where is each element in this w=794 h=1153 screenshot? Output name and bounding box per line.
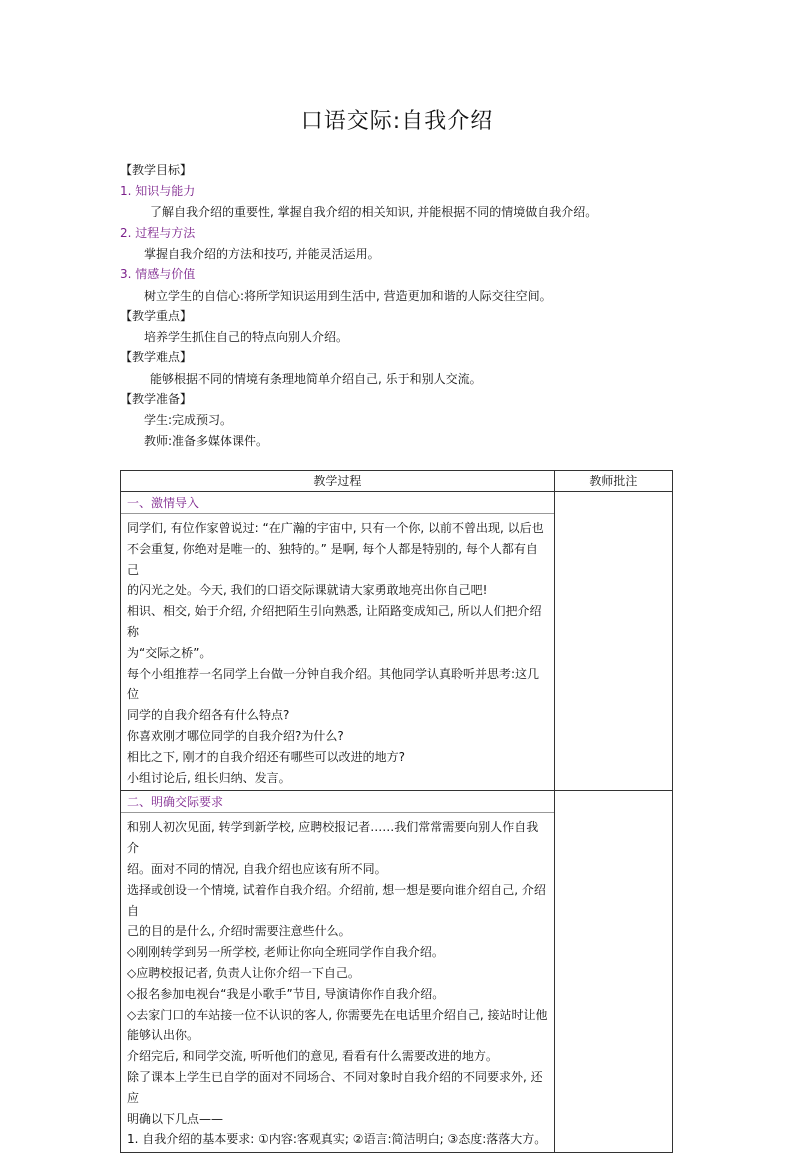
goal-2-heading: 2. 过程与方法 xyxy=(120,226,196,240)
section-2-cell xyxy=(121,791,555,1153)
section-1-line: 相比之下, 刚才的自我介绍还有哪些可以改进的地方? xyxy=(127,749,406,764)
section-2-line: 明确以下几点—— xyxy=(127,1111,224,1126)
section-1-line: 同学们, 有位作家曾说过: “在广瀚的宇宙中, 只有一个你, 以前不曾出现, 以后也 xyxy=(127,521,544,535)
goal-1-heading: 1. 知识与能力 xyxy=(120,184,196,198)
section-1-line: 同学的自我介绍各有什么特点? xyxy=(127,708,290,723)
page-title: 口语交际:自我介绍 xyxy=(300,109,494,134)
difficulty-text: 能够根据不同的情境有条理地简单介绍自己, 乐于和别人交流。 xyxy=(150,372,482,386)
prep-teacher: 教师:准备多媒体课件。 xyxy=(144,434,269,448)
section-2-line: 除了课本上学生已自学的面对不同场合、不同对象时自我介绍的不同要求外, 还应 xyxy=(127,1069,543,1105)
section-2-line: ◇应聘校报记者, 负责人让你介绍一下自己。 xyxy=(127,965,360,980)
preparation-heading: 【教学准备】 xyxy=(120,392,193,406)
section-1-line: 小组讨论后, 组长归纳、发言。 xyxy=(127,770,291,785)
section-1-line: 不会重复, 你绝对是唯一的、独特的。” 是啊, 每个人都是特别的, 每个人都有自己 xyxy=(127,541,538,577)
section-1-notes-cell xyxy=(554,492,672,791)
column-header-process: 教学过程 xyxy=(121,471,555,492)
section-2-line: 介绍完后, 和同学交流, 听听他们的意见, 看看有什么需要改进的地方。 xyxy=(127,1049,498,1064)
column-header-notes: 教师批注 xyxy=(554,471,672,492)
section-2-line: 己的目的是什么, 介绍时需要注意些什么。 xyxy=(127,924,351,939)
prep-student: 学生:完成预习。 xyxy=(144,413,233,427)
section-1-heading: 一、激情导入 xyxy=(121,493,554,514)
section-2-line: ◇去家门口的车站接一位不认识的客人, 你需要先在电话里介绍自己, 接站时让他 xyxy=(127,1007,548,1022)
section-2-heading: 二、明确交际要求 xyxy=(121,792,554,813)
section-1-line: 每个小组推荐一名同学上台做一分钟自我介绍。其他同学认真聆听并思考:这几位 xyxy=(127,666,540,702)
section-1-line: 你喜欢刚才哪位同学的自我介绍?为什么? xyxy=(127,728,344,743)
section-2-line: ◇刚刚转学到另一所学校, 老师让你向全班同学作自我介绍。 xyxy=(127,945,444,960)
goals-heading: 【教学目标】 xyxy=(120,163,193,177)
section-2-line: ◇报名参加电视台“我是小歌手”节目, 导演请你作自我介绍。 xyxy=(127,986,445,1001)
section-2-notes-cell xyxy=(554,791,672,1153)
section-2-line: 绍。面对不同的情况, 自我介绍也应该有所不同。 xyxy=(127,861,387,876)
lesson-table xyxy=(120,470,673,1153)
key-point-heading: 【教学重点】 xyxy=(120,309,193,323)
difficulty-heading: 【教学难点】 xyxy=(120,350,193,364)
section-1-line: 相识、相交, 始于介绍, 介绍把陌生引向熟悉, 让陌路变成知己, 所以人们把介绍称 xyxy=(127,604,542,639)
section-1-cell xyxy=(121,492,555,791)
section-2-line: 能够认出你。 xyxy=(127,1028,200,1043)
section-2-line: 1. 自我介绍的基本要求: ①内容:客观真实; ②语言:简洁明白; ③态度:落落大方。 xyxy=(127,1132,547,1147)
key-point-text: 培养学生抓住自己的特点向别人介绍。 xyxy=(144,330,349,344)
section-1-line: 为“交际之桥”。 xyxy=(127,645,212,660)
section-2-line: 和别人初次见面, 转学到新学校, 应聘校报记者……我们常常需要向别人作自我介 xyxy=(127,820,539,856)
goal-3-text: 树立学生的自信心:将所学知识运用到生活中, 营造更加和谐的人际交往空间。 xyxy=(144,289,552,303)
goal-2-text: 掌握自我介绍的方法和技巧, 并能灵活运用。 xyxy=(144,247,380,261)
goal-1-text: 了解自我介绍的重要性, 掌握自我介绍的相关知识, 并能根据不同的情境做自我介绍。 xyxy=(150,205,598,219)
section-1-line: 的闪光之处。今天, 我们的口语交际课就请大家勇敢地亮出你自己吧! xyxy=(127,583,488,598)
goal-3-heading: 3. 情感与价值 xyxy=(120,267,196,281)
section-2-line: 选择或创设一个情境, 试着作自我介绍。介绍前, 想一想是要向谁介绍自己, 介绍自 xyxy=(127,882,546,918)
